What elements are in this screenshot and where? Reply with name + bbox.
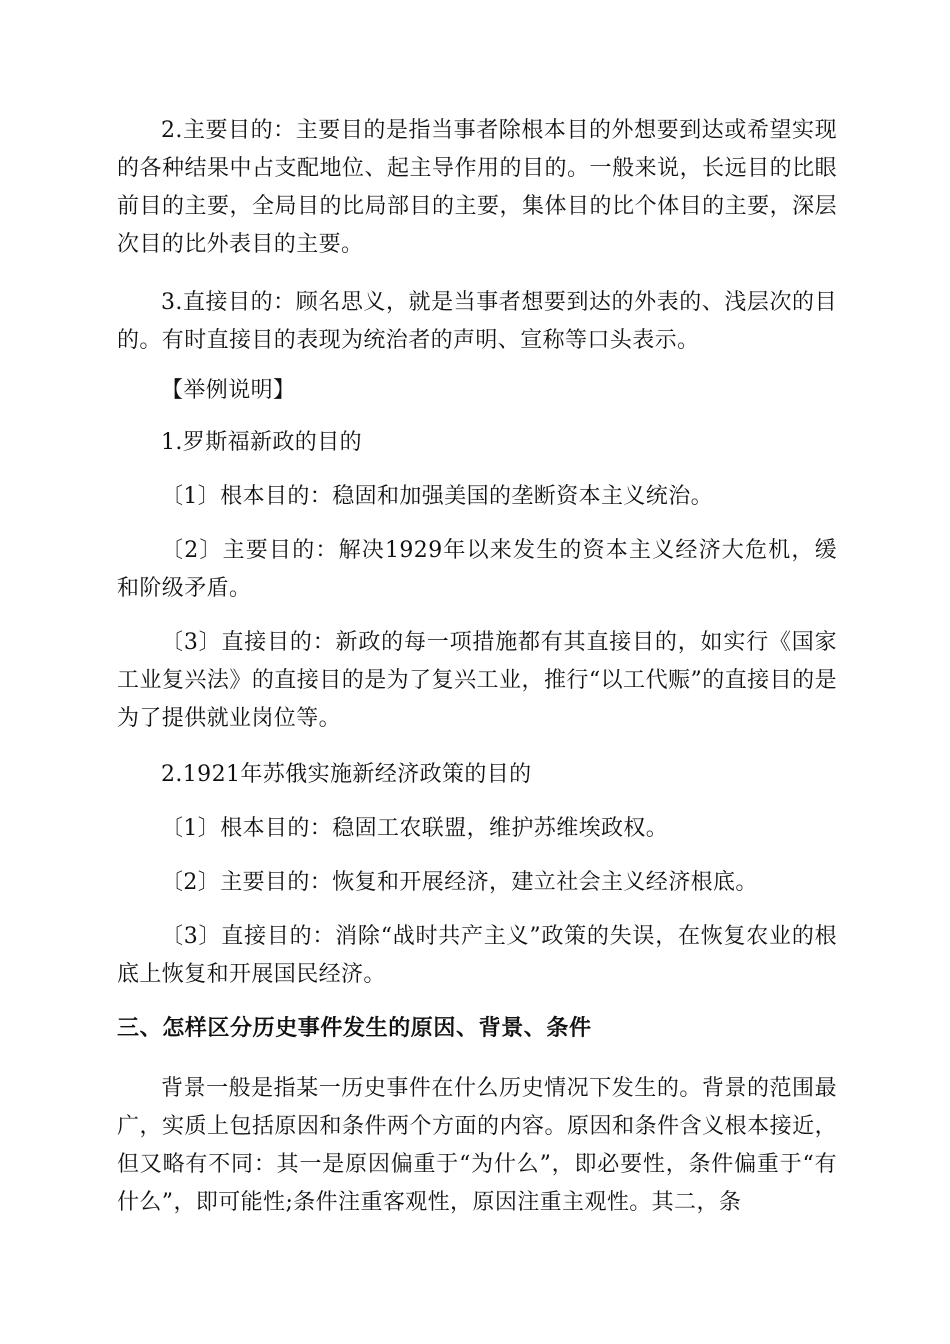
paragraph-example-1-item-2: 〔2〕主要目的：解决1929年以来发生的资本主义经济大危机，缓和阶级矛盾。	[117, 538, 837, 601]
paragraph-example-1-item-3: 〔3〕直接目的：新政的每一项措施都有其直接目的，如实行《国家工业复兴法》的直接目的是为了复兴工业，推行“以工代赈”的直接目的是为了提供就业岗位等。	[117, 630, 837, 731]
paragraph-example-2-title: 2.1921年苏俄实施新经济政策的目的	[161, 762, 532, 787]
paragraph-example-2-item-3: 〔3〕直接目的：消除“战时共产主义”政策的失误，在恢复农业的根底上恢复和开展国民经济。	[117, 924, 837, 987]
paragraph-main-purpose: 2.主要目的：主要目的是指当事者除根本目的外想要到达或希望实现的各种结果中占支配地位、起主导作用的目的。一般来说，长远目的比眼前目的主要，全局目的比局部目的主要，集体目的比个体目的主要，深层次目的比外表目的主要。	[117, 118, 837, 257]
paragraph-example-1-title: 1.罗斯福新政的目的	[161, 430, 362, 455]
paragraph-example-1-item-1: 〔1〕根本目的：稳固和加强美国的垄断资本主义统治。	[161, 484, 713, 509]
paragraph-example-2-item-1: 〔1〕根本目的：稳固工农联盟，维护苏维埃政权。	[161, 816, 669, 841]
paragraph-example-2-item-2: 〔2〕主要目的：恢复和开展经济，建立社会主义经济根底。	[161, 870, 758, 895]
section-heading: 三、怎样区分历史事件发生的原因、背景、条件	[117, 1016, 592, 1041]
paragraph-background: 背景一般是指某一历史事件在什么历史情况下发生的。背景的范围最广，实质上包括原因和条件两个方面的内容。原因和条件含义根本接近，但又略有不同：其一是原因偏重于“为什么”，即必要性，条件偏重于“有什么”，即可能性;条件注重客观性，原因注重主观性。其二，条	[117, 1076, 837, 1215]
paragraph-example-label: 【举例说明】	[161, 378, 296, 403]
paragraph-direct-purpose: 3.直接目的：顾名思义，就是当事者想要到达的外表的、浅层次的目的。有时直接目的表现为统治者的声明、宣称等口头表示。	[117, 290, 837, 353]
